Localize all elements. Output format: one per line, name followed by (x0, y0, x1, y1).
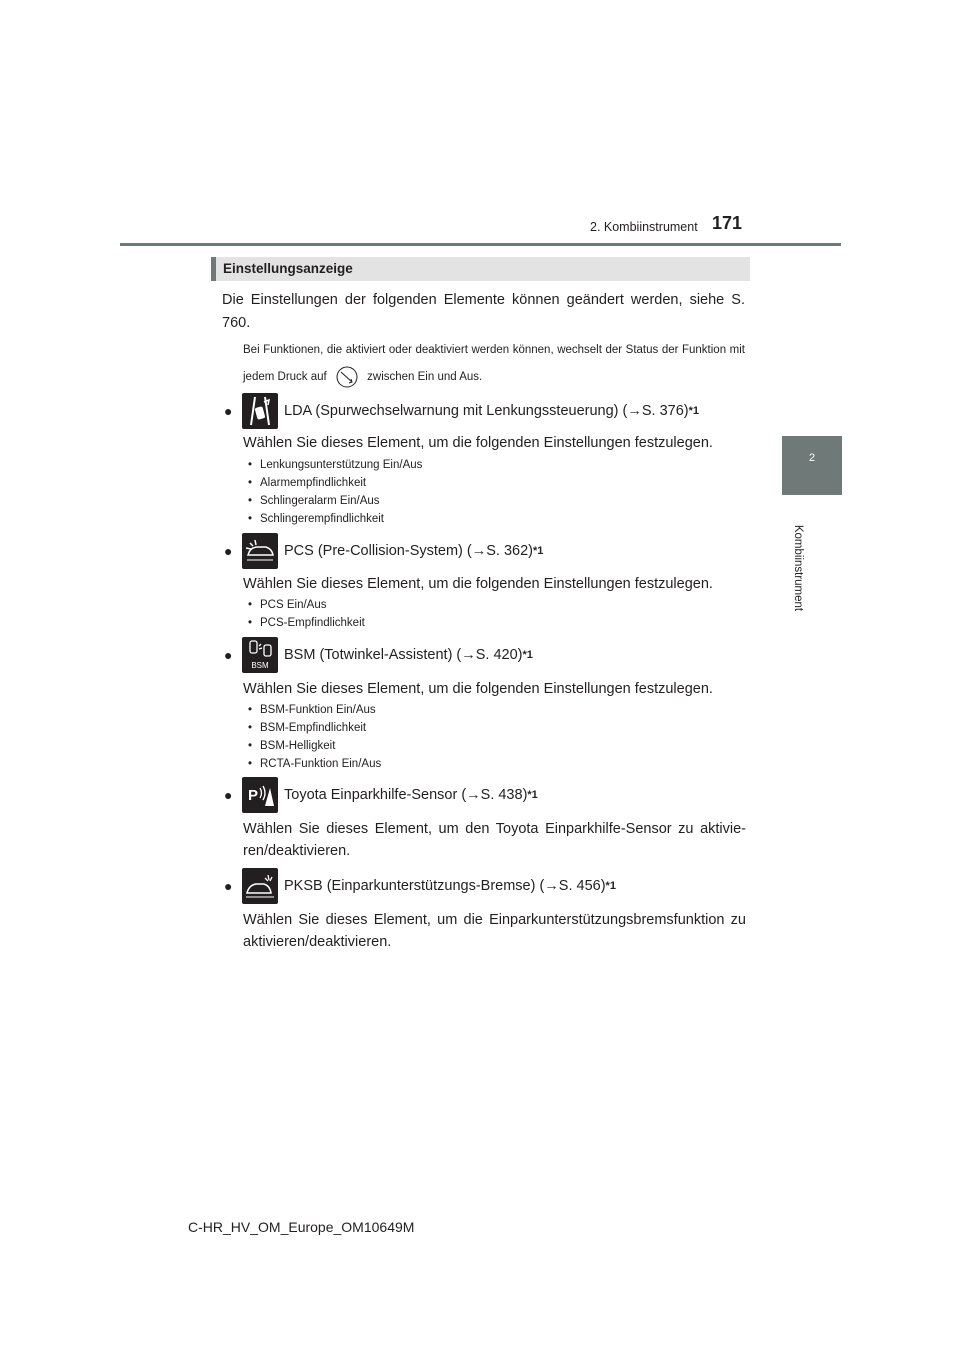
list-item: • Schlingeralarm Ein/Aus (248, 492, 422, 510)
item-description: Wählen Sie dieses Element, um die folgenden Einstellungen festzulegen. (243, 435, 713, 451)
header-divider (120, 243, 841, 246)
item-heading-lda (224, 393, 699, 429)
chapter-tab-number: 2 (808, 452, 816, 464)
list-item: • Lenkungsunterstützung Ein/Aus (248, 456, 422, 474)
bsm-icon-label: BSM (251, 661, 269, 670)
settings-list (248, 456, 422, 528)
item-description: Wählen Sie dieses Element, um den Toyota Einparkhilfe-Sensor zu aktivie-ren/deaktivieren. (243, 821, 746, 859)
pcs-icon (242, 533, 278, 569)
list-item: • BSM-Funktion Ein/Aus (248, 701, 381, 719)
bullet-icon: ● (224, 403, 233, 419)
item-title: Toyota Einparkhilfe-Sensor (→S. 438) (284, 787, 528, 803)
item-heading-bsm (224, 637, 533, 673)
item-heading-pcs (224, 533, 543, 569)
section-heading-accent (211, 257, 216, 281)
bullet-icon: ● (224, 543, 233, 559)
item-heading-pksb (224, 868, 616, 904)
note-text-after: zwischen Ein und Aus. (367, 371, 483, 383)
footnote-marker: *1 (527, 789, 538, 801)
list-item: • Schlingerempfindlichkeit (248, 510, 422, 528)
document-code: C-HR_HV_OM_Europe_OM10649M (188, 1219, 415, 1235)
footnote-marker: *1 (605, 880, 616, 892)
bsm-icon (242, 637, 278, 673)
section-heading-bar (211, 257, 750, 281)
item-title: LDA (Spurwechselwarnung mit Lenkungssteuerung) (→S. 376) (284, 403, 689, 419)
list-item: • PCS-Empfindlichkeit (248, 614, 365, 632)
item-heading-parking-sensor (224, 777, 538, 813)
footnote-marker: *1 (522, 649, 533, 661)
parking-sensor-icon (242, 777, 278, 813)
item-title: PKSB (Einparkunterstützungs-Bremse) (→S. 456) (284, 878, 606, 894)
section-intro: Die Einstellungen der folgenden Elemente können geändert werden, siehe S. 760. (222, 292, 745, 331)
chapter-title: 2. Kombiinstrument (590, 220, 698, 234)
chapter-tab (782, 436, 842, 495)
list-item: • Alarmempfindlichkeit (248, 474, 422, 492)
item-description: Wählen Sie dieses Element, um die folgenden Einstellungen festzulegen. (243, 576, 713, 592)
item-description: Wählen Sie dieses Element, um die folgenden Einstellungen festzulegen. (243, 681, 713, 697)
chapter-tab-label: Kombiinstrument (792, 524, 804, 612)
bullet-icon: ● (224, 787, 233, 803)
bullet-icon: ● (224, 878, 233, 894)
item-title: PCS (Pre-Collision-System) (→S. 362) (284, 543, 533, 559)
footnote-marker: *1 (688, 405, 700, 417)
list-item: • BSM-Empfindlichkeit (248, 719, 381, 737)
list-item: • RCTA-Funktion Ein/Aus (248, 755, 381, 773)
item-description: Wählen Sie dieses Element, um die Einparkunterstützungsbremsfunktion zu aktivieren/deaktivieren. (243, 912, 746, 950)
svg-text:P: P (248, 787, 259, 804)
page-number: 171 (712, 213, 743, 233)
settings-list (248, 701, 381, 773)
footnote-marker: *1 (532, 545, 544, 557)
item-title: BSM (Totwinkel-Assistent) (→S. 420) (284, 647, 523, 663)
pksb-icon (242, 868, 278, 904)
lda-icon (242, 393, 278, 429)
list-item: • PCS Ein/Aus (248, 596, 365, 614)
meter-control-switch-icon (336, 366, 358, 388)
section-title: Einstellungsanzeige (223, 261, 353, 276)
list-item: • BSM-Helligkeit (248, 737, 381, 755)
settings-list (248, 596, 365, 632)
bullet-icon: ● (224, 647, 233, 663)
section-note (243, 337, 745, 391)
note-text-before: Bei Funktionen, die aktiviert oder deaktiviert werden können, wechselt der Status der Funktion mit jedem Druck auf (243, 344, 745, 383)
